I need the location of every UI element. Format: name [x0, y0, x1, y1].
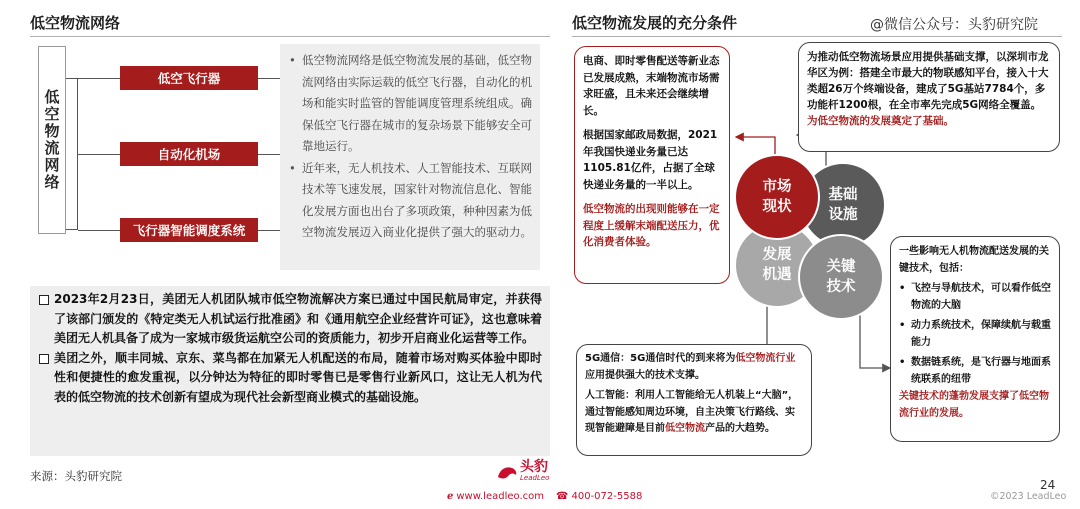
connector-line-2	[78, 154, 120, 155]
circle-opportunity-label: 发展机遇	[762, 247, 792, 283]
leopard-logo-icon	[496, 463, 518, 483]
market-card-para-2: 根据国家邮政局数据，2021年我国快递业务量已达1105.81亿件，占据了全球快递业务量的一半以上。	[583, 129, 718, 191]
opp-p1-highlight: 低空物流行业	[735, 353, 796, 364]
opp-p2-pre: 人工智能：利用人工智能给无人机装上“大脑”，通过智能感知周边环境，自主决策飞行路线、实现智能避障是目前	[585, 390, 799, 434]
source-note: 来源：头豹研究院	[30, 469, 122, 483]
website-link[interactable]: www.leadleo.com	[456, 491, 544, 502]
market-card-para-3: 低空物流的出现则能够在一定程度上缓解末端配送压力，优化消费者体验。	[583, 203, 720, 248]
circle-market-status	[734, 154, 820, 240]
phone-number: 400-072-5588	[571, 491, 643, 502]
market-status-card	[574, 46, 730, 284]
opp-p2-highlight: 低空物流	[665, 423, 705, 434]
component-dispatch-system: 飞行器智能调度系统	[120, 218, 258, 242]
infra-card-text: 为推动低空物流场景应用提供基础支撑，以深圳市龙华区为例：搭建全市最大的物联感知平台，接入十大类超26万个终端设备，建成了5G基站7784个，多功能杆1200根，在全市率先完成5G网络全覆盖。	[807, 51, 1049, 111]
circle-infra-label: 基础设施	[828, 187, 858, 223]
opp-p2-post: 产品的大趋势。	[705, 423, 775, 434]
copyright: ©2023 LeadLeo	[990, 491, 1067, 502]
tech-item-1-text: 飞控与导航技术，可以看作低空物流的大脑	[911, 283, 1051, 311]
market-card-para-1: 电商、即时零售配送等新业态已发展成熟，末端物流市场需求旺盛，且未来还会继续增长。	[583, 55, 720, 117]
footer-logo	[496, 459, 550, 484]
tech-item-3: • 数据链系统，是飞行器与地面系统联系的纽带	[899, 357, 1051, 385]
circle-tech-label: 关键技术	[826, 259, 856, 295]
notes-panel	[30, 286, 550, 456]
network-bullet-1: • 低空物流网络是低空物流发展的基础，低空物流网络由实际运载的低空飞行器，自动化的机场和能实时监管的智能调度管理系统组成。确保低空飞行器在城市的复杂场景下能够安全可靠地运行。	[288, 50, 532, 158]
opp-p1-pre: 5G通信：5G通信时代的到来将为	[585, 353, 736, 364]
component-automated-airport: 自动化机场	[120, 142, 258, 166]
left-section-title: 低空物流网络	[30, 14, 121, 32]
watermark-text: @微信公众号：头豹研究院	[870, 17, 1038, 33]
network-bullet-2: • 近年来，无人机技术、人工智能技术、互联网技术等飞速发展，国家针对物流信息化、智能化发展方面也出台了多项政策，种种因素为低空物流发展迈入商业化提供了强大的驱动力。	[288, 158, 532, 244]
note-item-2: 美团之外，顺丰同城、京东、菜鸟都在加紧无人机配送的布局，随着市场对购买体验中即时性和便捷性的愈发重视，以分钟达为特征的即时零售已是零售行业新风口，这让无人机为代表的低空物流的技术创新有望成为现代社会新型商业模式的基础设施。	[38, 349, 542, 408]
phone-icon: ☎	[556, 491, 569, 502]
diagram-bracket	[66, 78, 78, 230]
right-title-divider	[572, 36, 1062, 37]
connector-line-right-3	[258, 230, 280, 231]
connector-line-right-2	[258, 154, 280, 155]
page-number: 24	[1040, 478, 1056, 492]
logo-text-en: LeadLeo	[520, 474, 550, 482]
opportunity-card-para-2	[585, 388, 803, 438]
infra-card-highlight: 为低空物流的发展奠定了基础。	[807, 115, 954, 127]
tech-item-1: • 飞控与导航技术，可以看作低空物流的大脑	[899, 283, 1051, 311]
network-description-panel	[280, 44, 540, 270]
web-icon: ℯ	[447, 491, 454, 502]
footer-contact	[447, 491, 642, 502]
note-item-1: 2023年2月23日，美团无人机团队城市低空物流解决方案已通过中国民航局审定，并获得了该部门颁发的《特定类无人机试运行批准函》和《通用航空企业经营许可证》，这也意味着美团无人机具备了成为一家城市级货运航空公司的资质能力，初步开启商业化运营等工作。	[38, 290, 542, 349]
connector-line-3	[78, 230, 120, 231]
tech-card-intro: 一些影响无人机物流配送发展的关键技术，包括：	[899, 246, 1049, 274]
connector-line-right-1	[258, 78, 280, 79]
opportunity-card-para-1	[585, 351, 803, 384]
tech-item-2-text: 动力系统技术，保障续航与载重能力	[911, 320, 1051, 348]
network-vertical-label: 低空物流网络	[38, 46, 66, 234]
tech-item-3-text: 数据链系统，是飞行器与地面系统联系的纽带	[911, 357, 1051, 385]
infrastructure-card	[798, 42, 1060, 152]
opportunity-card	[576, 344, 812, 456]
right-section-title: 低空物流发展的充分条件	[572, 14, 738, 32]
component-aircraft: 低空飞行器	[120, 66, 258, 90]
circle-market-label: 市场现状	[762, 179, 792, 215]
circle-key-technology	[798, 234, 884, 320]
left-title-divider	[30, 36, 550, 37]
key-technology-card	[890, 236, 1060, 442]
tech-item-2: • 动力系统技术，保障续航与载重能力	[899, 320, 1051, 348]
opp-p1-post: 应用提供强大的技术支撑。	[585, 369, 705, 381]
logo-text: 头豹	[520, 459, 548, 475]
connector-line-1	[78, 78, 120, 79]
tech-card-conclusion: 关键技术的蓬勃发展支撑了低空物流行业的发展。	[899, 391, 1049, 419]
